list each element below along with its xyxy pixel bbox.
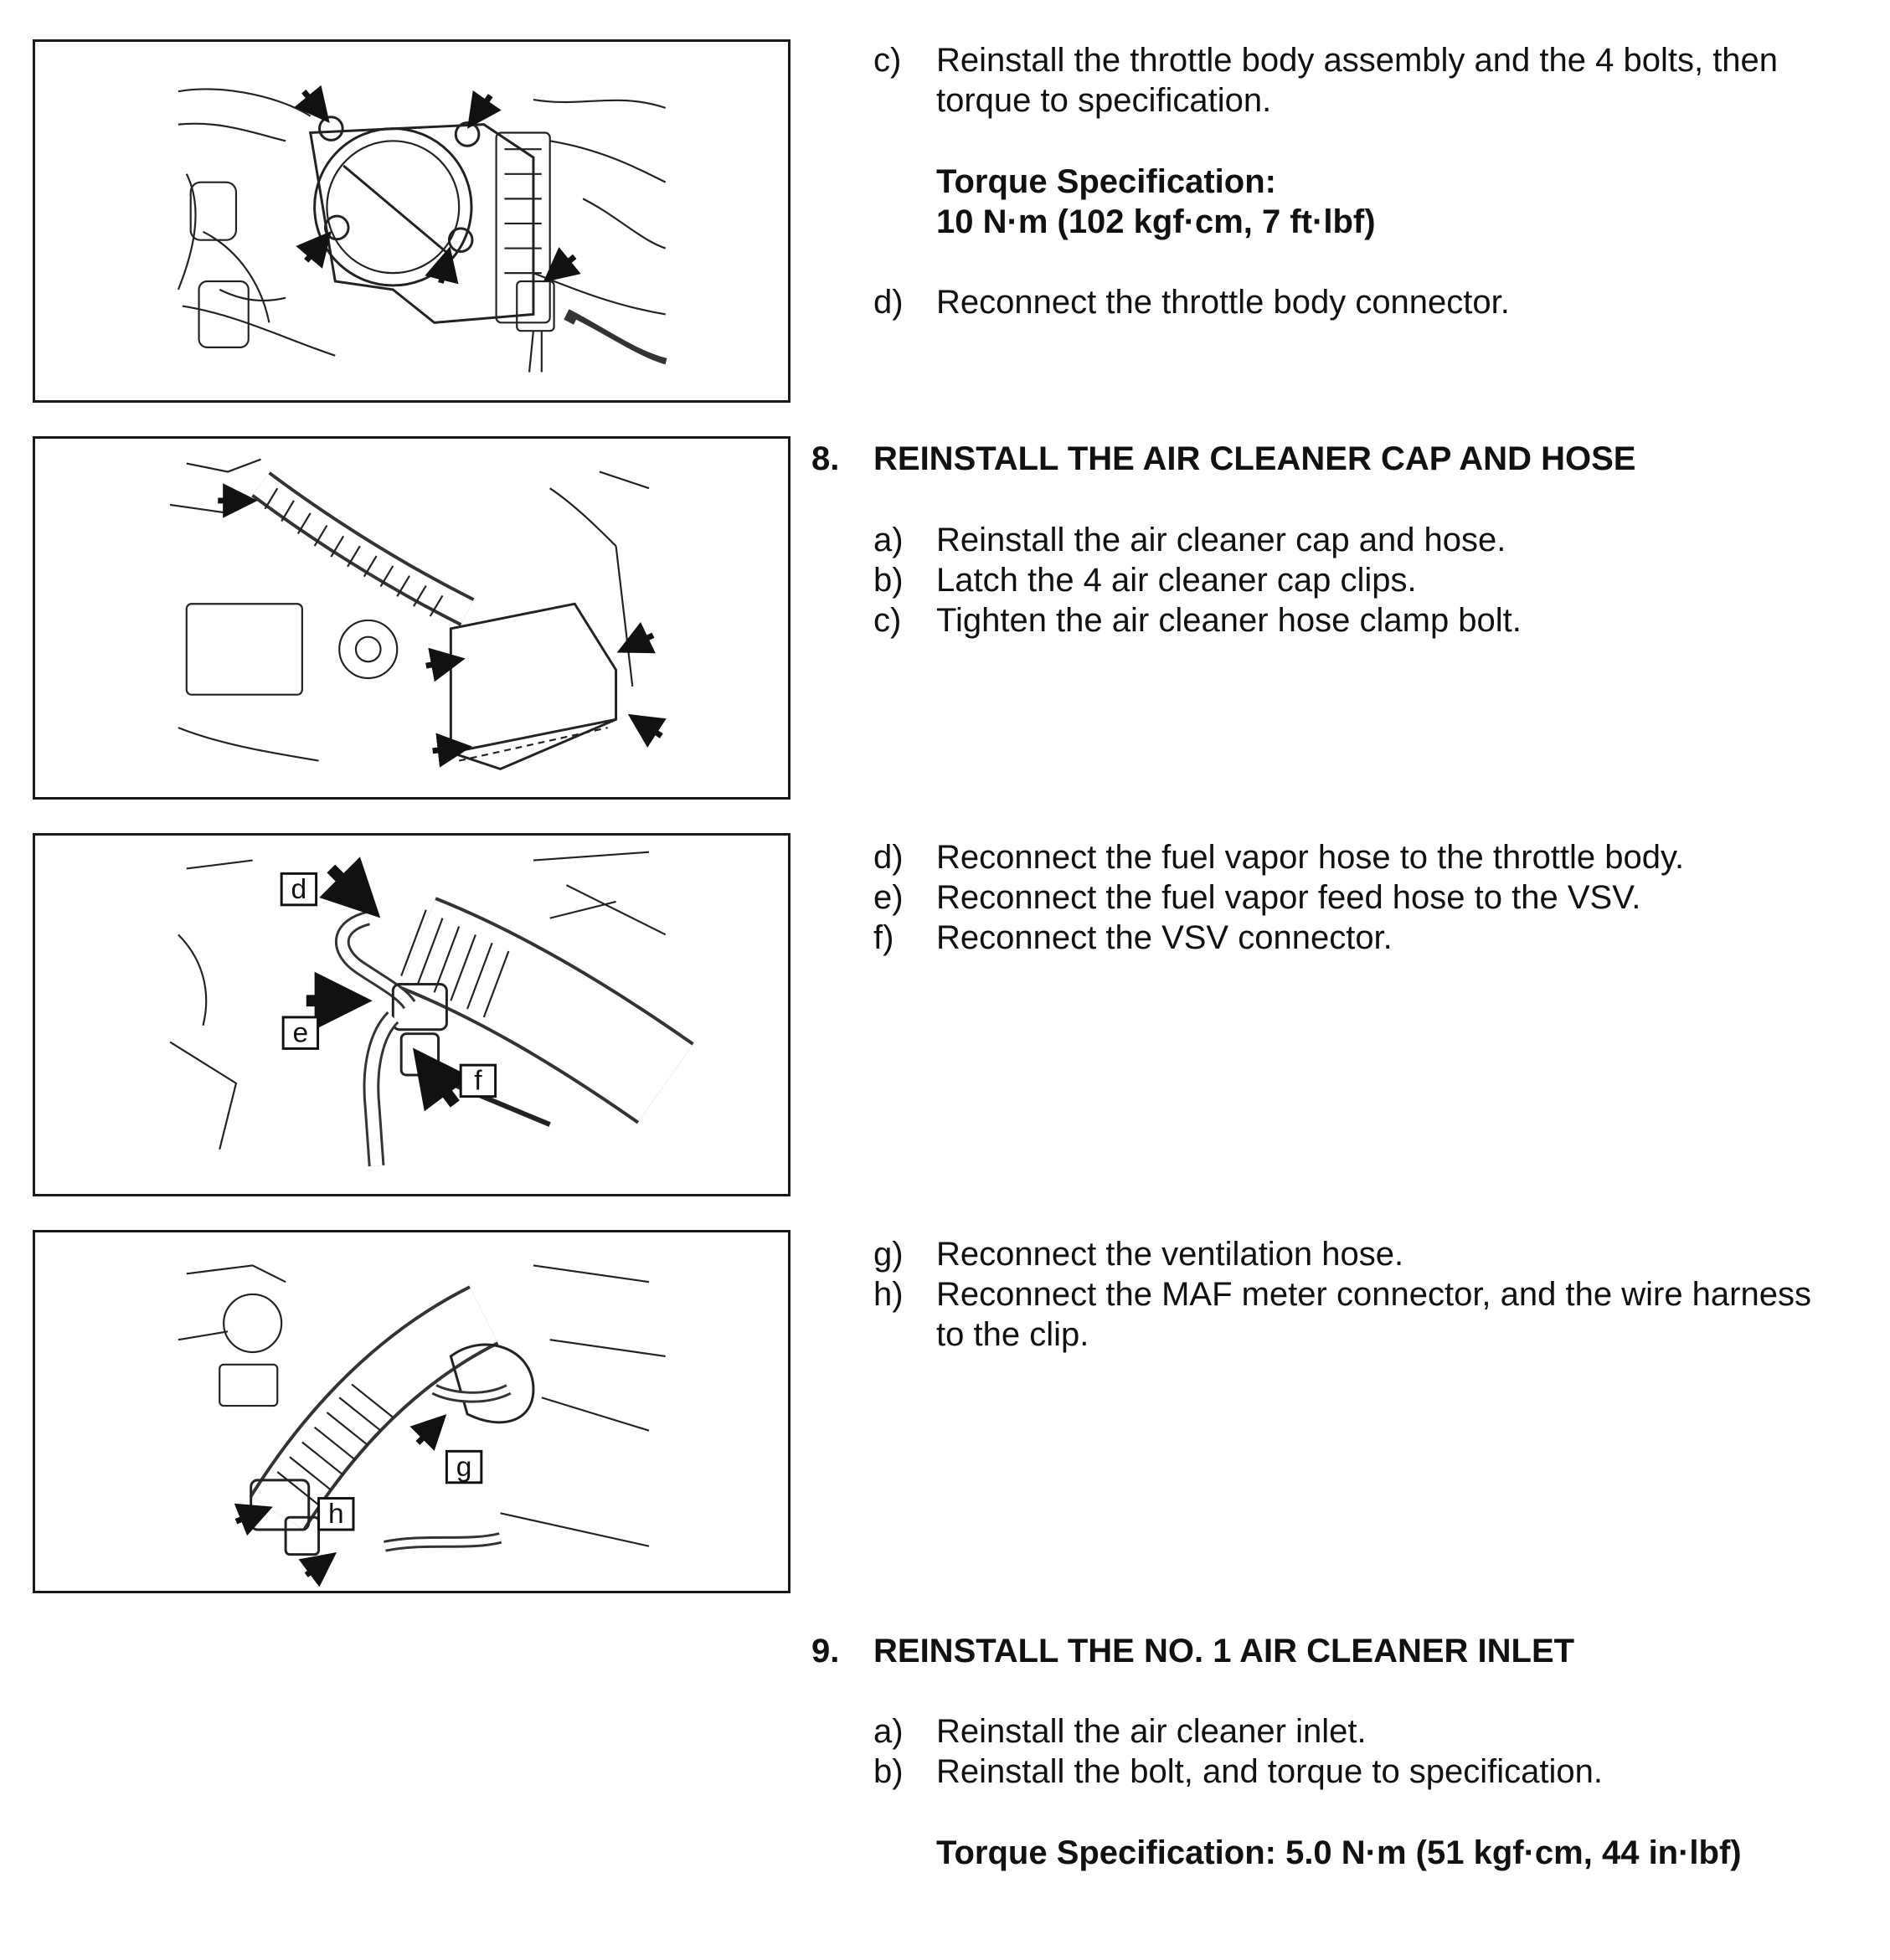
callout-h: h xyxy=(327,1499,344,1530)
step-text: Reconnect the MAF meter connector, and the wire harness xyxy=(936,1276,1811,1313)
step-text-continued: to the clip. xyxy=(936,1316,1089,1353)
step-label: c) xyxy=(873,602,902,639)
step-text: Latch the 4 air cleaner cap clips. xyxy=(936,562,1417,599)
arrow xyxy=(477,95,491,115)
throttle-body-drawing xyxy=(35,42,788,400)
air-cleaner-drawing xyxy=(35,439,788,797)
step-label: b) xyxy=(873,1753,904,1790)
step-label: c) xyxy=(873,42,902,79)
step-text: Reconnect the fuel vapor hose to the throttle body. xyxy=(936,839,1685,876)
callout-d: d xyxy=(291,873,307,905)
step-label: g) xyxy=(873,1236,904,1273)
arrow xyxy=(441,263,446,283)
step-label: e) xyxy=(873,879,904,916)
section-number: 9. xyxy=(811,1633,840,1669)
throttle-body-figure xyxy=(33,39,791,403)
step-text: Reinstall the bolt, and torque to specification. xyxy=(936,1753,1604,1790)
maf-meter-figure xyxy=(33,1230,791,1593)
torque-spec: Torque Specification: 5.0 N·m (51 kgf·cm, 44 in·lbf) xyxy=(936,1834,1742,1871)
step-label: a) xyxy=(873,1713,904,1750)
torque-spec-value: 10 N·m (102 kgf·cm, 7 ft·lbf) xyxy=(936,203,1376,240)
step-label: f) xyxy=(873,919,894,956)
arrow xyxy=(426,661,449,666)
step-text: Reconnect the VSV connector. xyxy=(936,919,1393,956)
step-label: h) xyxy=(873,1276,904,1313)
torque-spec-title: Torque Specification: xyxy=(936,163,1276,200)
callout-f: f xyxy=(474,1065,482,1097)
arrow xyxy=(557,256,575,271)
arrow xyxy=(632,635,653,646)
arrow xyxy=(306,244,321,261)
arrow xyxy=(418,1427,435,1443)
air-cleaner-cap-figure xyxy=(33,436,791,800)
arrow xyxy=(430,1071,456,1103)
section-title: REINSTALL THE AIR CLEANER CAP AND HOSE xyxy=(873,440,1636,477)
step-text: Reinstall the air cleaner cap and hose. xyxy=(936,522,1506,558)
arrow xyxy=(306,1562,323,1575)
step-text: Tighten the air cleaner hose clamp bolt. xyxy=(936,602,1522,639)
step-label: b) xyxy=(873,562,904,599)
maf-meter-drawing xyxy=(35,1232,788,1591)
step-text: Reinstall the throttle body assembly and the 4 bolts, then xyxy=(936,42,1779,79)
vapor-hose-drawing xyxy=(35,836,788,1194)
step-label: d) xyxy=(873,839,904,876)
arrow xyxy=(433,749,456,751)
section-title: REINSTALL THE NO. 1 AIR CLEANER INLET xyxy=(873,1633,1575,1669)
step-text: Reconnect the fuel vapor feed hose to the VSV. xyxy=(936,879,1641,916)
arrow xyxy=(331,868,360,898)
step-label: a) xyxy=(873,522,904,558)
vapor-hose-figure xyxy=(33,833,791,1196)
section-number: 8. xyxy=(811,440,840,477)
callout-e: e xyxy=(292,1017,309,1049)
step-text-continued: torque to specification. xyxy=(936,82,1272,119)
arrow xyxy=(236,1513,257,1521)
callout-g: g xyxy=(456,1451,472,1483)
arrow xyxy=(642,723,662,736)
step-text: Reconnect the ventilation hose. xyxy=(936,1236,1404,1273)
step-label: d) xyxy=(873,284,904,321)
arrow xyxy=(304,91,319,110)
step-text: Reconnect the throttle body connector. xyxy=(936,284,1510,321)
step-text: Reinstall the air cleaner inlet. xyxy=(936,1713,1367,1750)
